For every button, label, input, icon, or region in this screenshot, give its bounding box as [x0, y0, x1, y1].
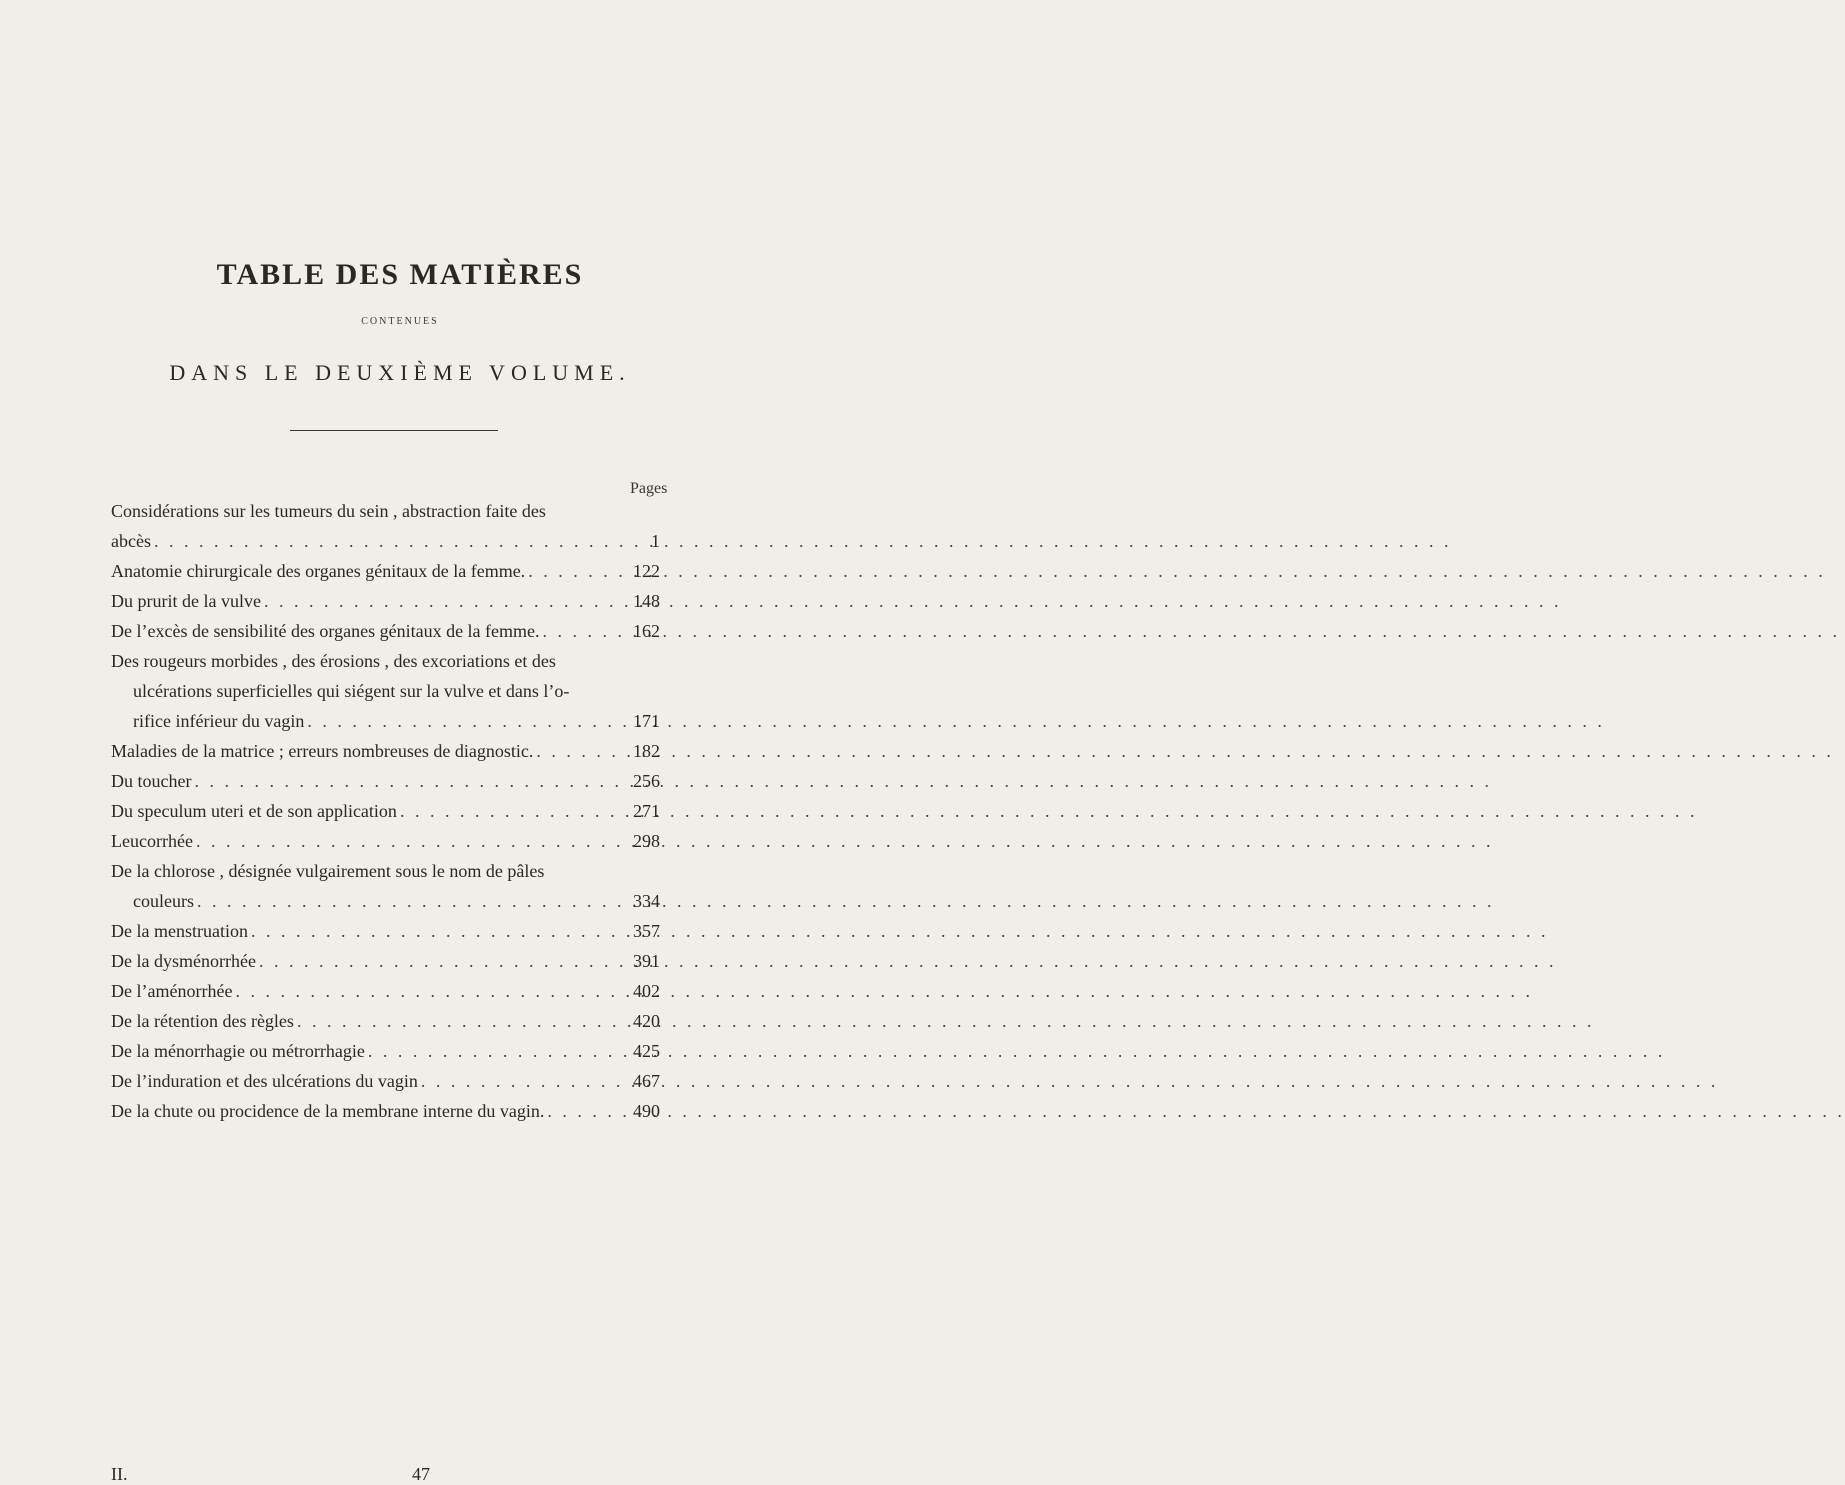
toc-entry-title: De l’aménorrhée [111, 981, 233, 1001]
toc-entry-title: couleurs [133, 891, 194, 911]
toc-entry-title: Maladies de la matrice ; erreurs nombreuses de diagnostic. [111, 741, 534, 761]
toc-entry-page: 425 [633, 1041, 660, 1061]
toc-entry-page: 1 [651, 531, 660, 551]
toc-entry-title: abcès [111, 531, 151, 551]
toc-entry [111, 1006, 660, 1036]
dot-leader [528, 556, 1826, 586]
toc-entry-title: Du prurit de la vulve [111, 591, 261, 611]
toc-entry [111, 496, 656, 526]
toc-entry-title: Considérations sur les tumeurs du sein , abstraction faite des [111, 501, 546, 521]
toc-entry [111, 856, 656, 886]
toc-entry-title: De la chlorose , désignée vulgairement sous le nom de pâles [111, 861, 545, 881]
dot-leader [264, 586, 1562, 616]
toc-entry-page: 148 [633, 591, 660, 611]
toc-entry-page: 391 [633, 951, 660, 971]
dot-leader [251, 916, 1549, 946]
toc-entry [111, 556, 660, 586]
toc-entry [111, 736, 660, 766]
dot-leader [154, 526, 1452, 556]
volume-number: II. [111, 1464, 128, 1484]
toc-entry-title: Des rougeurs morbides , des érosions , des excoriations et des [111, 651, 556, 671]
dot-leader [400, 796, 1698, 826]
toc-entry [111, 706, 660, 736]
dot-leader [368, 1036, 1666, 1066]
toc-entry-page: 256 [633, 771, 660, 791]
page-subtitle: CONTENUES [361, 316, 439, 327]
toc-entry-title: Du toucher [111, 771, 192, 791]
toc-entry [111, 766, 660, 796]
toc-entry-title: ulcérations superficielles qui siégent sur la vulve et dans l’o- [133, 681, 570, 701]
toc-entry [111, 976, 660, 1006]
toc-entry-title: rifice inférieur du vagin [133, 711, 305, 731]
dot-leader [547, 1096, 1845, 1126]
toc-entry [111, 526, 660, 556]
toc-entry-title: Du speculum uteri et de son application [111, 801, 397, 821]
pages-column-label: Pages [630, 480, 668, 497]
toc-entry [111, 616, 660, 646]
dot-leader [421, 1066, 1719, 1096]
toc-entry-title: De l’excès de sensibilité des organes génitaux de la femme. [111, 621, 540, 641]
toc-entry-page: 420 [633, 1011, 660, 1031]
toc-entry [111, 796, 660, 826]
toc-entry-page: 334 [633, 891, 660, 911]
toc-entry [111, 586, 660, 616]
dot-leader [543, 616, 1841, 646]
toc-entry-title: De la ménorrhagie ou métrorrhagie [111, 1041, 365, 1061]
toc-entry [111, 916, 660, 946]
table-of-contents [111, 496, 660, 1126]
toc-entry-title: Leucorrhée [111, 831, 193, 851]
toc-entry-page: 271 [633, 801, 660, 821]
toc-entry [111, 1066, 660, 1096]
volume-heading: DANS LE DEUXIÈME VOLUME. [169, 360, 631, 385]
toc-entry-page: 171 [633, 711, 660, 731]
toc-entry-title: De la dysménorrhée [111, 951, 256, 971]
dot-leader [196, 826, 1494, 856]
page-title: TABLE DES MATIÈRES [216, 258, 584, 291]
book-page [0, 0, 800, 1484]
toc-entry-page: 298 [633, 831, 660, 851]
toc-entry [111, 676, 656, 706]
dot-leader [235, 976, 1533, 1006]
toc-entry-page: 182 [633, 741, 660, 761]
toc-entry-page: 402 [633, 981, 660, 1001]
toc-entry-page: 357 [633, 921, 660, 941]
toc-entry-title: De la chute ou procidence de la membrane interne du vagin. [111, 1101, 545, 1121]
toc-entry [111, 886, 660, 916]
divider-rule [290, 430, 498, 431]
toc-entry [111, 1036, 660, 1066]
dot-leader [194, 766, 1492, 796]
dot-leader [307, 706, 1605, 736]
toc-entry-page: 467 [633, 1071, 660, 1091]
toc-entry-title: De l’induration et des ulcérations du vagin [111, 1071, 418, 1091]
toc-entry-title: De la rétention des règles [111, 1011, 294, 1031]
dot-leader [536, 736, 1834, 766]
toc-entry-title: Anatomie chirurgicale des organes génitaux de la femme. [111, 561, 526, 581]
signature-mark: 47 [412, 1464, 430, 1484]
toc-entry-title: De la menstruation [111, 921, 248, 941]
dot-leader [197, 886, 1495, 916]
toc-entry [111, 946, 660, 976]
toc-entry [111, 826, 660, 856]
dot-leader [259, 946, 1557, 976]
toc-entry [111, 646, 656, 676]
toc-entry-page: 162 [633, 621, 660, 641]
toc-entry [111, 1096, 660, 1126]
toc-entry-page: 490 [633, 1101, 660, 1121]
toc-entry-page: 122 [633, 561, 660, 581]
dot-leader [297, 1006, 1595, 1036]
